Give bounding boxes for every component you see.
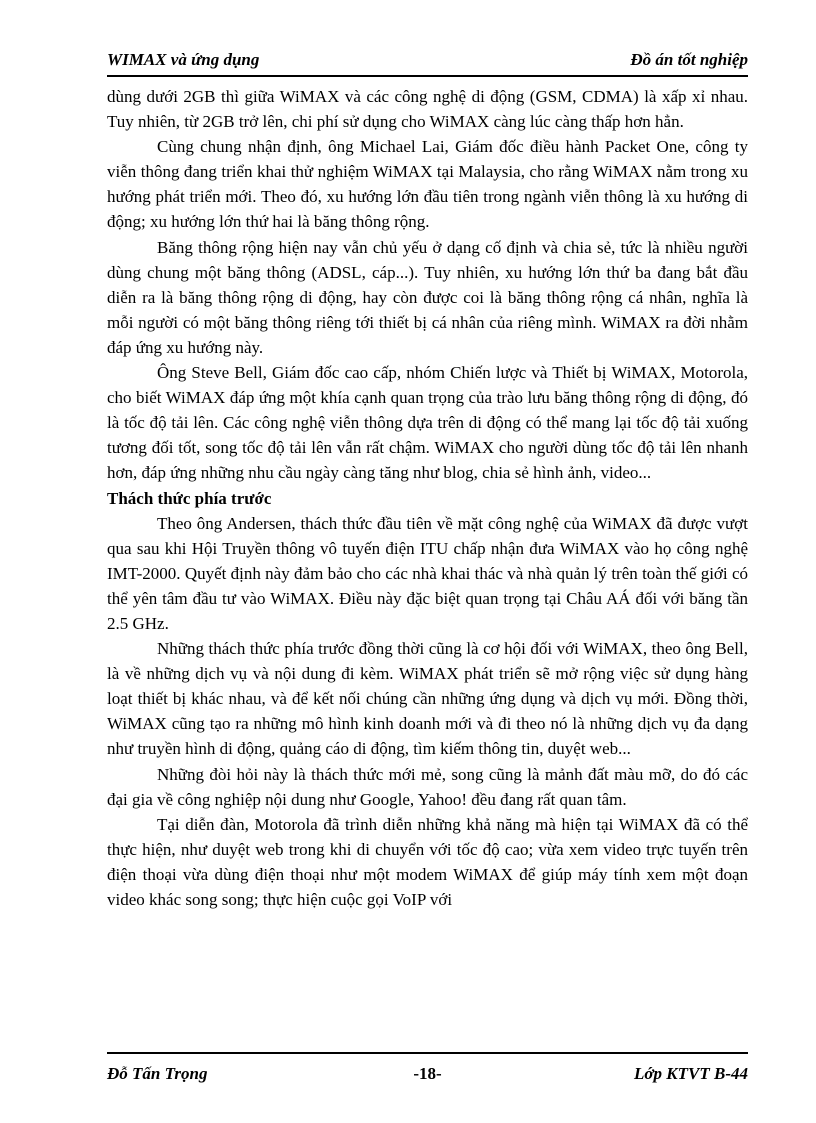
paragraph-1: dùng dưới 2GB thì giữa WiMAX và các công nghệ di động (GSM, CDMA) là xấp xỉ nhau. Tuy nhiên, từ 2GB trở lên, chi phí sử dụng cho WiMAX càng lúc càng thấp hơn hẳn. — [107, 87, 748, 132]
paragraph-4: Ông Steve Bell, Giám đốc cao cấp, nhóm Chiến lược và Thiết bị WiMAX, Motorola, cho biết WiMAX đáp ứng một khía cạnh quan trọng của trào lưu băng thông rộng di động, đó là tốc độ tải lên. Các công nghệ viễn thông dựa trên di động có thể mang lại tốc độ tải xuống tương đối tốt, song tốc độ tải lên vẫn rất chậm. WiMAX cho người dùng tốc độ tải lên nhanh hơn, đáp ứng những nhu cầu ngày càng tăng như blog, chia sẻ hình ảnh, video... — [107, 363, 748, 483]
footer-class: Lớp KTVT B-44 — [634, 1064, 748, 1083]
footer-rule — [107, 1052, 748, 1054]
body-text — [107, 84, 748, 912]
paragraph-5: Theo ông Andersen, thách thức đầu tiên về mặt công nghệ của WiMAX đã được vượt qua sau khi Hội Truyền thông vô tuyến điện ITU chấp nhận đưa WiMAX vào họ công nghệ IMT-2000. Quyết định này đảm bảo cho các nhà khai thác và nhà quản lý trên toàn thế giới có thể yên tâm đầu tư vào WiMAX. Điều này đặc biệt quan trọng tại Châu AÁ đối với băng tần 2.5 GHz. — [107, 513, 748, 633]
paragraph-7: Những đòi hỏi này là thách thức mới mẻ, song cũng là mảnh đất màu mỡ, do đó các đại gia về công nghiệp nội dung như Google, Yahoo! đều đang rất quan tâm. — [107, 764, 748, 809]
paragraph-6: Những thách thức phía trước đồng thời cũng là cơ hội đối với WiMAX, theo ông Bell, là về những dịch vụ và nội dung đi kèm. WiMAX phát triển sẽ mở rộng việc sử dụng hàng loạt thiết bị khác nhau, và để kết nối chúng cần những ứng dụng và dịch vụ mới. Đồng thời, WiMAX cũng tạo ra những mô hình kinh doanh mới và đi theo nó là những dịch vụ đa dạng như truyền hình di động, quảng cáo di động, tìm kiếm thông tin, duyệt web... — [107, 639, 748, 759]
header-subtitle: Đồ án tốt nghiệp — [630, 50, 748, 69]
paragraph-2: Cùng chung nhận định, ông Michael Lai, Giám đốc điều hành Packet One, công ty viễn thông đang triển khai thử nghiệm WiMAX tại Malaysia, cho rằng WiMAX nằm trong xu hướng phát triển mới. Theo đó, xu hướng lớn đầu tiên trong ngành viễn thông là xu hướng di động; xu hướng lớn thứ hai là băng thông rộng. — [107, 137, 748, 232]
paragraph-8: Tại diễn đàn, Motorola đã trình diễn những khả năng mà hiện tại WiMAX đã có thể thực hiện, như duyệt web trong khi di chuyển với tốc độ cao; vừa xem video trực tuyến trên điện thoại vừa dùng điện thoại như một modem WiMAX để giúp máy tính xem một đoạn video khác song song; thực hiện cuộc gọi VoIP với — [107, 814, 748, 909]
page-number: -18- — [413, 1064, 442, 1083]
footer-author: Đỗ Tấn Trọng — [107, 1064, 208, 1083]
page-header — [107, 48, 748, 72]
page-footer — [107, 1062, 748, 1086]
header-rule — [107, 75, 748, 77]
header-title: WIMAX và ứng dụng — [107, 50, 260, 69]
section-heading: Thách thức phía trước — [107, 488, 272, 508]
paragraph-3: Băng thông rộng hiện nay vẫn chủ yếu ở dạng cố định và chia sẻ, tức là nhiều người dùng chung một băng thông (ADSL, cáp...). Tuy nhiên, xu hướng lớn thứ ba đang bắt đầu diễn ra là băng thông rộng di động, hay còn được coi là băng thông rộng cá nhân, nghĩa là mỗi người có một băng thông riêng tới thiết bị cá nhân của riêng mình. WiMAX ra đời nhằm đáp ứng xu hướng này. — [107, 237, 748, 357]
